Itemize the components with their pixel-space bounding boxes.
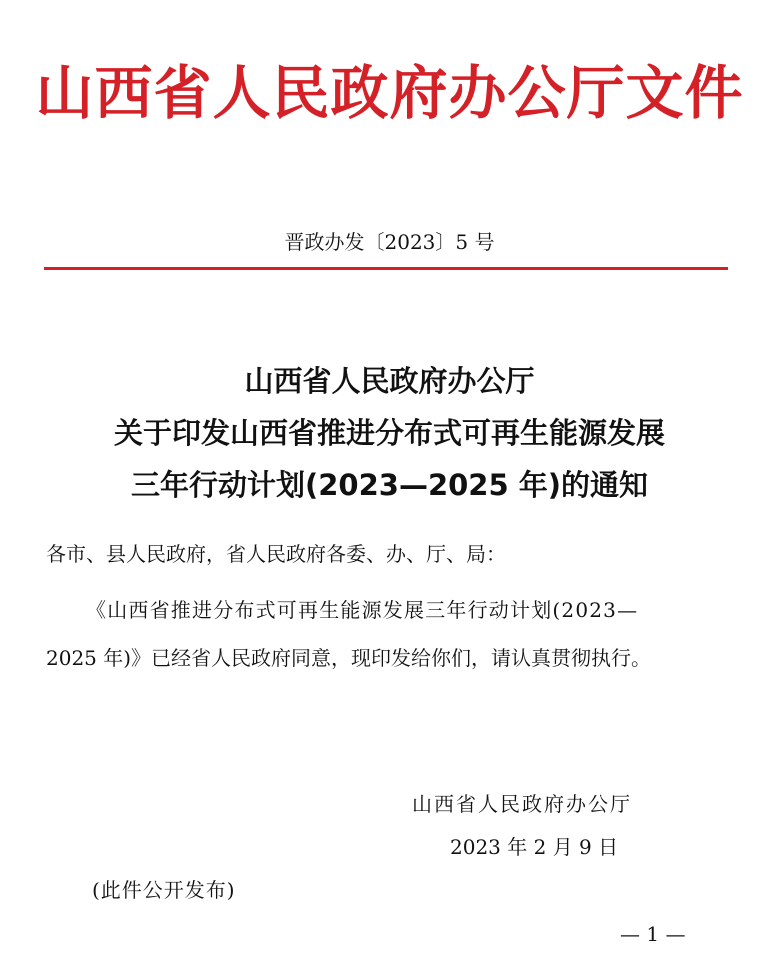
red-divider-line xyxy=(44,267,728,270)
document-header-title: 山西省人民政府办公厅文件 xyxy=(35,59,744,127)
addressee: 各市、县人民政府，省人民政府各委、办、厅、局： xyxy=(46,542,506,566)
issuer-signature: 山西省人民政府办公厅 xyxy=(412,792,632,816)
body-line-1: 《山西省推进分布式可再生能源发展三年行动计划(2023— xyxy=(86,598,639,622)
document-number: 晋政办发〔2023〕5 号 xyxy=(284,230,495,254)
body-paragraph xyxy=(46,586,736,682)
issue-date: 2023 年 2 月 9 日 xyxy=(450,835,619,859)
notice-title-line-2: 关于印发山西省推进分布式可再生能源发展 xyxy=(113,416,665,450)
notice-title-line-1: 山西省人民政府办公厅 xyxy=(244,364,535,398)
release-note: (此件公开发布) xyxy=(92,878,236,902)
body-line-2: 2025 年)》已经省人民政府同意，现印发给你们，请认真贯彻执行。 xyxy=(46,646,652,670)
notice-title xyxy=(0,355,779,511)
page-number: — 1 — xyxy=(620,922,686,946)
notice-title-line-3: 三年行动计划(2023—2025 年)的通知 xyxy=(130,468,649,502)
